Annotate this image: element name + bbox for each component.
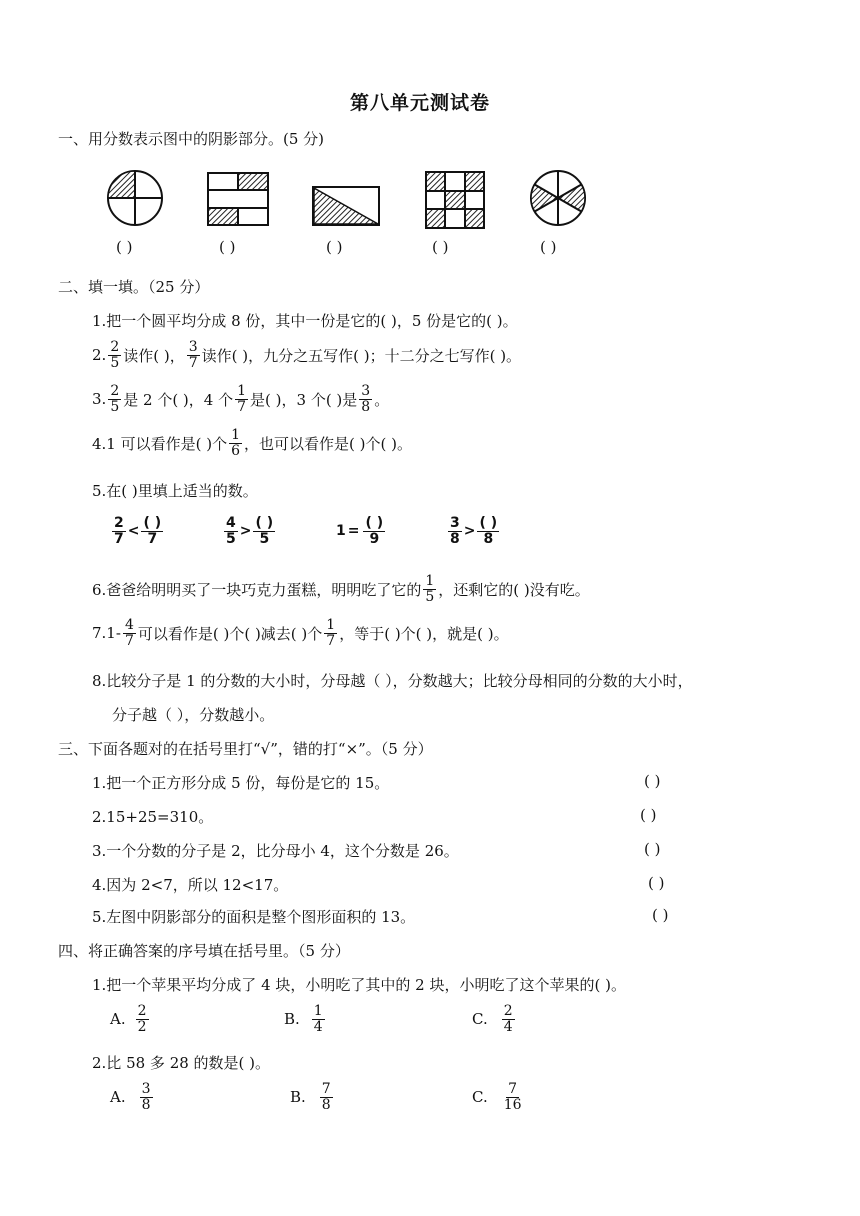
question-2-4: 4.1 可以看作是( )个 $\frac{1}{6}$ ，也可以看作是( )个( )。 [92,427,412,459]
fraction: $\frac{3}{8}$ [361,383,371,415]
question-2-5: 5.在( )里填上适当的数。 [92,482,258,500]
choice-option-a[interactable]: A. $\frac{2}{2}$ [110,1003,147,1035]
fraction: $\frac{1}{6}$ [231,427,241,459]
judge-item-3: 3.一个分数的分子是 2，比分母小 4，这个分数是 26。 [92,842,459,860]
figure-circle-quarters [105,168,165,228]
question-2-1: 1.把一个圆平均分成 8 份，其中一份是它的( )，5 份是它的( )。 [92,312,518,330]
question-2-7: 7.1- $\frac{4}{7}$ 可以看作是( )个( )减去( )个 $\frac{1}{7}$ ，等于( )个( )，就是( )。 [92,617,509,649]
page-title: 第八单元测试卷 [350,92,491,114]
judge-blank-2[interactable]: ( ) [640,806,657,824]
judge-blank-5[interactable]: ( ) [652,906,669,924]
judge-blank-4[interactable]: ( ) [648,874,665,892]
fraction: $\frac{1}{5}$ [425,573,435,605]
choice-option-c[interactable]: C. $\frac{7}{16}$ [472,1081,522,1113]
compare-item-2: $\frac{4}{5}$ > $\frac{( )}{5}$ [226,515,274,547]
judge-item-4: 4.因为 2<7，所以 12<17。 [92,876,289,894]
answer-blank-1[interactable]: ( ) [116,238,133,256]
choice-option-a[interactable]: A. $\frac{3}{8}$ [110,1081,151,1113]
answer-blank-2[interactable]: ( ) [219,238,236,256]
compare-item-1: $\frac{2}{7}$ < $\frac{( )}{7}$ [114,515,162,547]
section-4-title: 四、将正确答案的序号填在括号里。（5 分） [58,942,350,960]
judge-blank-3[interactable]: ( ) [644,840,661,858]
question-2-3: 3. $\frac{2}{5}$ 是 2 个( )，4 个 $\frac{1}{7}$ 是( )，3 个( )是 $\frac{3}{8}$ 。 [92,383,390,415]
answer-blank-4[interactable]: ( ) [432,238,449,256]
figure-checker-grid [425,171,485,229]
section-3-title: 三、下面各题对的在括号里打“√”，错的打“×”。（5 分） [58,740,433,758]
judge-item-1: 1.把一个正方形分成 5 份，每份是它的 15。 [92,774,390,792]
figure-grid-six [207,172,269,226]
fraction: $\frac{3}{7}$ [188,339,198,371]
choice-option-b[interactable]: B. $\frac{1}{4}$ [284,1003,323,1035]
fraction: $\frac{1}{7}$ [237,383,247,415]
fraction: $\frac{2}{5}$ [110,383,120,415]
question-2-2: 2. $\frac{2}{5}$ 读作( )， $\frac{3}{7}$ 读作( )，九分之五写作( )；十二分之七写作( )。 [92,339,522,371]
fraction: $\frac{1}{7}$ [326,617,336,649]
judge-item-2: 2.15+25=310。 [92,808,214,826]
choice-question-1: 1.把一个苹果平均分成了 4 块，小明吃了其中的 2 块，小明吃了这个苹果的( )。 [92,976,626,994]
fraction: $\frac{2}{5}$ [110,339,120,371]
figure-rectangle-triangle [312,186,380,226]
question-2-8-line-2: 分子越（ ），分数越小。 [112,706,275,724]
question-2-6: 6.爸爸给明明买了一块巧克力蛋糕，明明吃了它的 $\frac{1}{5}$ ，还剩它的( )没有吃。 [92,573,590,605]
answer-blank-3[interactable]: ( ) [326,238,343,256]
section-1-title: 一、用分数表示图中的阴影部分。(5 分) [58,130,325,148]
judge-item-5: 5.左图中阴影部分的面积是整个图形面积的 13。 [92,908,416,926]
fraction: $\frac{4}{7}$ [124,617,134,649]
answer-blank-5[interactable]: ( ) [540,238,557,256]
choice-option-c[interactable]: C. $\frac{2}{4}$ [472,1003,513,1035]
choice-option-b[interactable]: B. $\frac{7}{8}$ [290,1081,331,1113]
compare-item-3: 1 = $\frac{( )}{9}$ [336,515,384,547]
question-2-8-line-1: 8.比较分子是 1 的分数的大小时，分母越（ ），分数越大；比较分母相同的分数的大小时， [92,672,693,690]
compare-item-4: $\frac{3}{8}$ > $\frac{( )}{8}$ [450,515,498,547]
choice-question-2: 2.比 58 多 28 的数是( )。 [92,1054,271,1072]
figure-circle-sixths [528,168,588,228]
section-2-title: 二、填一填。（25 分） [58,278,210,296]
judge-blank-1[interactable]: ( ) [644,772,661,790]
